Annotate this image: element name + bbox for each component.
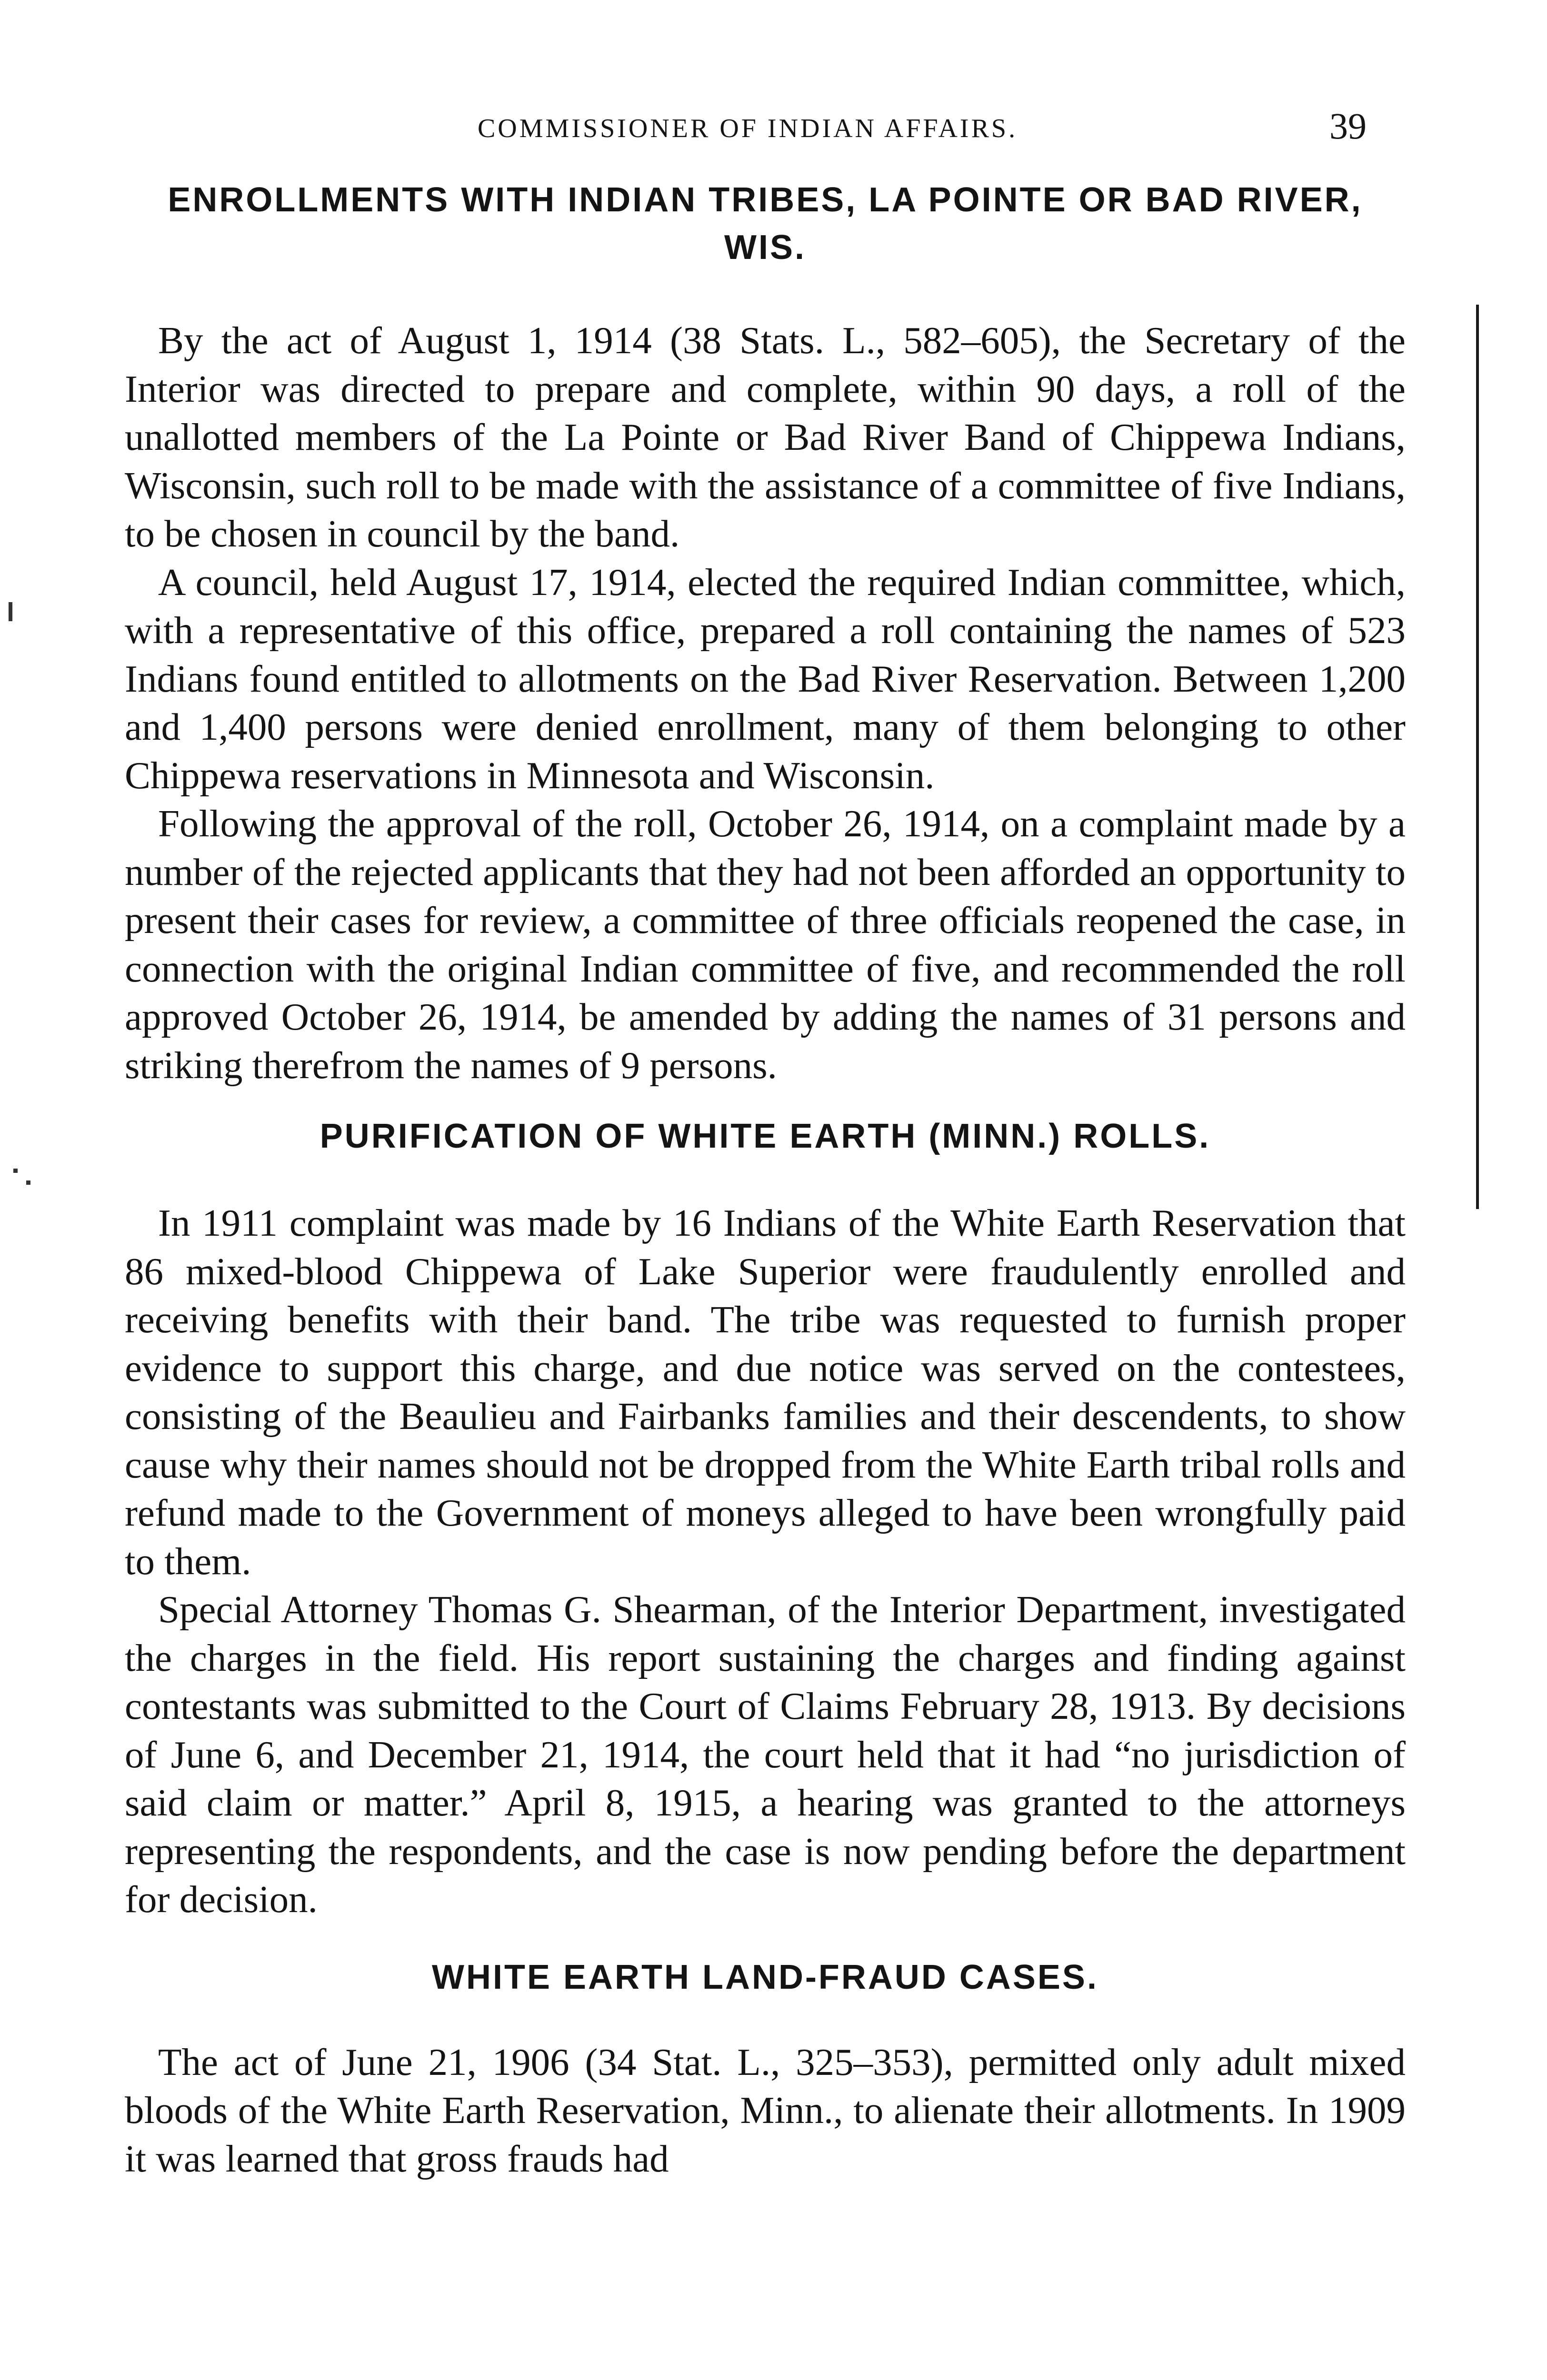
margin-mark xyxy=(13,1169,18,1173)
section-heading: ENROLLMENTS WITH INDIAN TRIBES, LA POINTE OR BAD RIVER, WIS. xyxy=(168,181,1363,267)
section-white-earth-land-fraud xyxy=(125,1954,1406,2183)
margin-rule xyxy=(1476,305,1479,1209)
paragraph: Following the approval of the roll, October 26, 1914, on a complaint made by a number of the rejected applicants that they had not been afforded an opportunity to present their cases for review, a committee of three officials reopened the case, in connection with the original Indian committee of five, and recommended the roll approved October 26, 1914, be amended by adding the names of 31 persons and striking therefrom the names of 9 persons. xyxy=(125,802,1406,1087)
section-bad-river-enrollments xyxy=(125,176,1406,1090)
section-heading: WHITE EARTH LAND-FRAUD CASES. xyxy=(432,1958,1098,1996)
page-number: 39 xyxy=(1329,105,1367,147)
main-content xyxy=(125,176,1406,2183)
running-title: COMMISSIONER OF INDIAN AFFAIRS. xyxy=(477,114,1018,143)
running-head xyxy=(129,107,1405,150)
paragraph: Special Attorney Thomas G. Shearman, of the Interior Department, investigated the charges in the field. His report sustaining the charges and finding against contestants was submitted to the Court of Claims February 28, 1913. By decisions of June 6, and December 21, 1914, the court held that it had “no jurisdiction of said claim or matter.” April 8, 1915, a hearing was granted to the attorneys representing the respondents, and the case is now pending before the department for decision. xyxy=(125,1588,1406,1921)
paragraph: A council, held August 17, 1914, elected the required Indian committee, which, with a representative of this office, prepared a roll containing the names of 523 Indians found entitled to allotments on the Bad River Reservation. Between 1,200 and 1,400 persons were denied enrollment, many of them belonging to other Chippewa reservations in Minnesota and Wisconsin. xyxy=(125,560,1406,797)
margin-mark xyxy=(26,1180,30,1185)
paragraph: By the act of August 1, 1914 (38 Stats. L., 582–605), the Secretary of the Interior was directed to prepare and complete, within 90 days, a roll of the unallotted members of the La Pointe or Bad River Band of Chippewa Indians, Wisconsin, such roll to be made with the assistance of a committee of five Indians, to be chosen in council by the band. xyxy=(125,319,1406,555)
section-heading: PURIFICATION OF WHITE EARTH (MINN.) ROLLS. xyxy=(319,1117,1211,1155)
section-white-earth-rolls xyxy=(125,1112,1406,1924)
paragraph: In 1911 complaint was made by 16 Indians of the White Earth Reservation that 86 mixed-blood Chippewa of Lake Superior were fraudulently enrolled and receiving benefits with their band. The tribe was requested to furnish proper evidence to support this charge, and due notice was served on the contestees, consisting of the Beaulieu and Fairbanks families and their descendents, to show cause why their names should not be dropped from the White Earth tribal rolls and refund made to the Government of moneys alleged to have been wrongfully paid to them. xyxy=(125,1201,1406,1583)
margin-mark xyxy=(9,602,12,621)
paragraph: The act of June 21, 1906 (34 Stat. L., 325–353), permitted only adult mixed bloods of the White Earth Reservation, Minn., to alienate their allotments. In 1909 it was learned that gross frauds had xyxy=(125,2040,1406,2180)
